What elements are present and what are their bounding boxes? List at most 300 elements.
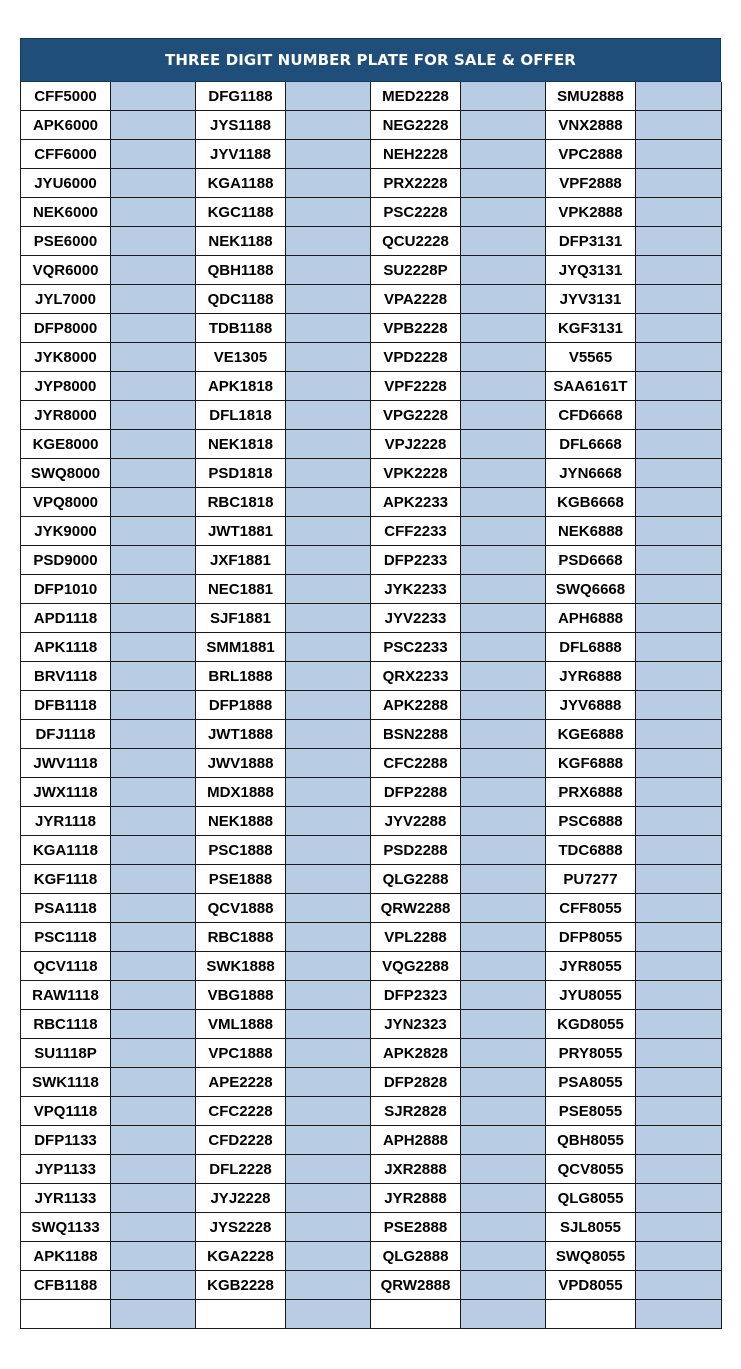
table-row xyxy=(21,285,722,314)
plate-number-cell: VPQ8000 xyxy=(21,488,111,517)
table-row xyxy=(21,1242,722,1271)
offer-price-cell[interactable] xyxy=(286,82,371,111)
plate-number-cell: VPK2888 xyxy=(546,198,636,227)
plate-number-cell: QRX2233 xyxy=(371,662,461,691)
plate-number-cell: DFP2828 xyxy=(371,1068,461,1097)
plate-number-cell: JYK9000 xyxy=(21,517,111,546)
plate-number-cell: SJF1881 xyxy=(196,604,286,633)
offer-price-cell[interactable] xyxy=(461,1242,546,1271)
offer-price-cell[interactable] xyxy=(111,488,196,517)
plate-number-cell: PSE8055 xyxy=(546,1097,636,1126)
plate-number-cell: PSC2233 xyxy=(371,633,461,662)
offer-price-cell[interactable] xyxy=(461,1271,546,1300)
offer-price-cell[interactable] xyxy=(636,1010,722,1039)
offer-price-cell[interactable] xyxy=(461,372,546,401)
offer-price-cell[interactable] xyxy=(461,285,546,314)
offer-price-cell[interactable] xyxy=(286,140,371,169)
plate-number-cell: MED2228 xyxy=(371,82,461,111)
offer-price-cell[interactable] xyxy=(286,720,371,749)
offer-price-cell[interactable] xyxy=(111,1126,196,1155)
offer-price-cell[interactable] xyxy=(286,633,371,662)
offer-price-cell[interactable] xyxy=(286,401,371,430)
offer-price-cell[interactable] xyxy=(461,343,546,372)
offer-price-cell[interactable] xyxy=(461,459,546,488)
offer-price-cell[interactable] xyxy=(461,401,546,430)
plate-number-cell: PRX2228 xyxy=(371,169,461,198)
offer-price-cell[interactable] xyxy=(636,430,722,459)
plate-number-cell: PRY8055 xyxy=(546,1039,636,1068)
sheet-title: THREE DIGIT NUMBER PLATE FOR SALE & OFFER xyxy=(20,38,721,82)
offer-price-cell[interactable] xyxy=(461,227,546,256)
offer-price-cell[interactable] xyxy=(636,285,722,314)
plate-number-cell: JYR6888 xyxy=(546,662,636,691)
plate-number-cell xyxy=(196,1300,286,1329)
plate-number-cell: QBH1188 xyxy=(196,256,286,285)
offer-price-cell[interactable] xyxy=(111,285,196,314)
offer-price-cell[interactable] xyxy=(286,314,371,343)
table-row xyxy=(21,633,722,662)
table-row xyxy=(21,227,722,256)
offer-price-cell[interactable] xyxy=(286,227,371,256)
table-row xyxy=(21,894,722,923)
plate-number-cell: NEG2228 xyxy=(371,111,461,140)
plate-number-cell: SWQ6668 xyxy=(546,575,636,604)
table-row xyxy=(21,952,722,981)
offer-price-cell[interactable] xyxy=(636,343,722,372)
offer-price-cell[interactable] xyxy=(636,227,722,256)
plate-number-cell: PSD9000 xyxy=(21,546,111,575)
plate-number-cell: JWX1118 xyxy=(21,778,111,807)
offer-price-cell[interactable] xyxy=(461,923,546,952)
offer-price-cell[interactable] xyxy=(636,778,722,807)
offer-price-cell[interactable] xyxy=(111,662,196,691)
offer-price-cell[interactable] xyxy=(461,894,546,923)
offer-price-cell[interactable] xyxy=(286,285,371,314)
offer-price-cell[interactable] xyxy=(461,749,546,778)
offer-price-cell[interactable] xyxy=(461,691,546,720)
plate-number-cell: SJR2828 xyxy=(371,1097,461,1126)
offer-price-cell[interactable] xyxy=(286,749,371,778)
plate-number-cell: PU7277 xyxy=(546,865,636,894)
plate-number-cell: CFD6668 xyxy=(546,401,636,430)
plate-number-cell: SWQ1133 xyxy=(21,1213,111,1242)
plate-number-cell: JYV3131 xyxy=(546,285,636,314)
offer-price-cell[interactable] xyxy=(286,343,371,372)
offer-price-cell[interactable] xyxy=(461,1213,546,1242)
offer-price-cell[interactable] xyxy=(111,923,196,952)
plate-number-cell: QDC1188 xyxy=(196,285,286,314)
plate-number-cell: DFP3131 xyxy=(546,227,636,256)
offer-price-cell[interactable] xyxy=(461,140,546,169)
offer-price-cell[interactable] xyxy=(636,169,722,198)
plate-number-cell: VBG1888 xyxy=(196,981,286,1010)
plate-number-cell: JYK2233 xyxy=(371,575,461,604)
offer-price-cell[interactable] xyxy=(461,1155,546,1184)
offer-price-cell[interactable] xyxy=(111,82,196,111)
plate-number-cell: JWV1118 xyxy=(21,749,111,778)
plate-number-cell: JYR8055 xyxy=(546,952,636,981)
offer-price-cell[interactable] xyxy=(636,140,722,169)
offer-price-cell[interactable] xyxy=(461,778,546,807)
offer-price-cell[interactable] xyxy=(286,981,371,1010)
plate-number-cell: JYQ3131 xyxy=(546,256,636,285)
offer-price-cell[interactable] xyxy=(286,952,371,981)
offer-price-cell[interactable] xyxy=(286,1010,371,1039)
offer-price-cell[interactable] xyxy=(636,807,722,836)
offer-price-cell[interactable] xyxy=(111,111,196,140)
plate-number-cell: APK1118 xyxy=(21,633,111,662)
offer-price-cell[interactable] xyxy=(111,169,196,198)
offer-price-cell[interactable] xyxy=(636,82,722,111)
plate-number-cell: BSN2288 xyxy=(371,720,461,749)
offer-price-cell[interactable] xyxy=(636,1126,722,1155)
offer-price-cell[interactable] xyxy=(636,198,722,227)
offer-price-cell[interactable] xyxy=(461,662,546,691)
offer-price-cell[interactable] xyxy=(461,575,546,604)
offer-price-cell[interactable] xyxy=(461,488,546,517)
table-row xyxy=(21,430,722,459)
offer-price-cell[interactable] xyxy=(286,256,371,285)
table-row xyxy=(21,575,722,604)
offer-price-cell[interactable] xyxy=(636,575,722,604)
offer-price-cell[interactable] xyxy=(111,546,196,575)
offer-price-cell[interactable] xyxy=(636,401,722,430)
offer-price-cell[interactable] xyxy=(636,1213,722,1242)
offer-price-cell[interactable] xyxy=(636,662,722,691)
offer-price-cell[interactable] xyxy=(111,952,196,981)
table-row xyxy=(21,401,722,430)
offer-price-cell[interactable] xyxy=(111,749,196,778)
offer-price-cell[interactable] xyxy=(636,894,722,923)
offer-price-cell[interactable] xyxy=(111,836,196,865)
offer-price-cell[interactable] xyxy=(461,517,546,546)
plate-number-cell: KGE6888 xyxy=(546,720,636,749)
offer-price-cell[interactable] xyxy=(111,1097,196,1126)
offer-price-cell[interactable] xyxy=(461,1184,546,1213)
offer-price-cell[interactable] xyxy=(461,314,546,343)
offer-price-cell[interactable] xyxy=(286,923,371,952)
offer-price-cell[interactable] xyxy=(111,807,196,836)
offer-price-cell[interactable] xyxy=(636,1184,722,1213)
offer-price-cell[interactable] xyxy=(286,604,371,633)
offer-price-cell[interactable] xyxy=(636,517,722,546)
offer-price-cell[interactable] xyxy=(636,1242,722,1271)
offer-price-cell[interactable] xyxy=(636,720,722,749)
offer-price-cell[interactable] xyxy=(286,111,371,140)
offer-price-cell[interactable] xyxy=(636,459,722,488)
offer-price-cell[interactable] xyxy=(286,430,371,459)
table-row xyxy=(21,517,722,546)
plate-number-cell: JYJ2228 xyxy=(196,1184,286,1213)
table-row xyxy=(21,256,722,285)
table-row xyxy=(21,1184,722,1213)
plate-number-cell: CFB1188 xyxy=(21,1271,111,1300)
offer-price-cell[interactable] xyxy=(461,720,546,749)
offer-price-cell[interactable] xyxy=(111,372,196,401)
offer-price-cell[interactable] xyxy=(286,546,371,575)
plate-number-cell: VPJ2228 xyxy=(371,430,461,459)
plate-number-cell: SU1118P xyxy=(21,1039,111,1068)
plate-number-cell: V5565 xyxy=(546,343,636,372)
offer-price-cell[interactable] xyxy=(636,836,722,865)
offer-price-cell[interactable] xyxy=(111,981,196,1010)
plate-number-cell xyxy=(546,1300,636,1329)
plate-number-cell: JYS1188 xyxy=(196,111,286,140)
plate-number-cell: SJL8055 xyxy=(546,1213,636,1242)
plate-number-cell: KGF1118 xyxy=(21,865,111,894)
offer-price-cell[interactable] xyxy=(461,865,546,894)
offer-price-cell[interactable] xyxy=(111,1184,196,1213)
plate-number-cell: DFL6668 xyxy=(546,430,636,459)
offer-price-cell[interactable] xyxy=(286,662,371,691)
plate-number-cell: APK2288 xyxy=(371,691,461,720)
offer-price-cell[interactable] xyxy=(111,140,196,169)
offer-price-cell[interactable] xyxy=(286,807,371,836)
offer-price-cell[interactable] xyxy=(636,1271,722,1300)
plate-number-cell: SMM1881 xyxy=(196,633,286,662)
plate-number-cell: DFP1010 xyxy=(21,575,111,604)
plate-number-cell: CFD2228 xyxy=(196,1126,286,1155)
offer-price-cell[interactable] xyxy=(636,865,722,894)
offer-price-cell[interactable] xyxy=(461,169,546,198)
offer-price-cell[interactable] xyxy=(111,575,196,604)
offer-price-cell[interactable] xyxy=(286,894,371,923)
plate-number-cell: VPF2888 xyxy=(546,169,636,198)
offer-price-cell[interactable] xyxy=(286,1242,371,1271)
offer-price-cell[interactable] xyxy=(636,256,722,285)
plate-number-cell: PSC2228 xyxy=(371,198,461,227)
offer-price-cell[interactable] xyxy=(111,198,196,227)
offer-price-cell[interactable] xyxy=(286,1097,371,1126)
table-row xyxy=(21,1010,722,1039)
offer-price-cell[interactable] xyxy=(636,1155,722,1184)
table-row xyxy=(21,1039,722,1068)
offer-price-cell[interactable] xyxy=(286,1213,371,1242)
offer-price-cell[interactable] xyxy=(286,488,371,517)
offer-price-cell[interactable] xyxy=(636,604,722,633)
plate-number-cell: PSC1118 xyxy=(21,923,111,952)
table-row xyxy=(21,865,722,894)
table-row xyxy=(21,198,722,227)
offer-price-cell[interactable] xyxy=(286,575,371,604)
table-row xyxy=(21,111,722,140)
table-row xyxy=(21,140,722,169)
plate-number-cell: KGE8000 xyxy=(21,430,111,459)
offer-price-cell[interactable] xyxy=(636,981,722,1010)
offer-price-cell[interactable] xyxy=(111,894,196,923)
offer-price-cell[interactable] xyxy=(111,778,196,807)
offer-price-cell[interactable] xyxy=(636,633,722,662)
plate-number-cell: JYV1188 xyxy=(196,140,286,169)
table-row xyxy=(21,372,722,401)
plate-number-cell: VPD2228 xyxy=(371,343,461,372)
offer-price-cell[interactable] xyxy=(636,1068,722,1097)
table-row xyxy=(21,1155,722,1184)
offer-price-cell[interactable] xyxy=(111,227,196,256)
offer-price-cell[interactable] xyxy=(636,1300,722,1329)
offer-price-cell[interactable] xyxy=(111,720,196,749)
plate-number-cell: JYK8000 xyxy=(21,343,111,372)
offer-price-cell[interactable] xyxy=(461,836,546,865)
offer-price-cell[interactable] xyxy=(111,314,196,343)
plate-number-cell: NEK6000 xyxy=(21,198,111,227)
offer-price-cell[interactable] xyxy=(111,1271,196,1300)
offer-price-cell[interactable] xyxy=(111,1213,196,1242)
table-row xyxy=(21,1126,722,1155)
plate-number-cell: JYV6888 xyxy=(546,691,636,720)
offer-price-cell[interactable] xyxy=(461,198,546,227)
offer-price-cell[interactable] xyxy=(461,1068,546,1097)
offer-price-cell[interactable] xyxy=(286,1184,371,1213)
offer-price-cell[interactable] xyxy=(111,1155,196,1184)
offer-price-cell[interactable] xyxy=(286,198,371,227)
offer-price-cell[interactable] xyxy=(286,517,371,546)
table-row xyxy=(21,82,722,111)
plate-number-cell: KGA2228 xyxy=(196,1242,286,1271)
plate-number-cell: VPD8055 xyxy=(546,1271,636,1300)
plate-number-cell: DFB1118 xyxy=(21,691,111,720)
plate-number-cell: SWK1118 xyxy=(21,1068,111,1097)
offer-price-cell[interactable] xyxy=(636,952,722,981)
offer-price-cell[interactable] xyxy=(636,372,722,401)
offer-price-cell[interactable] xyxy=(286,836,371,865)
offer-price-cell[interactable] xyxy=(461,1039,546,1068)
plate-number-cell: VPC2888 xyxy=(546,140,636,169)
offer-price-cell[interactable] xyxy=(111,517,196,546)
offer-price-cell[interactable] xyxy=(111,1300,196,1329)
offer-price-cell[interactable] xyxy=(286,1300,371,1329)
offer-price-cell[interactable] xyxy=(111,459,196,488)
offer-price-cell[interactable] xyxy=(461,546,546,575)
plate-number-cell: VE1305 xyxy=(196,343,286,372)
plate-number-cell: QCV1118 xyxy=(21,952,111,981)
offer-price-cell[interactable] xyxy=(461,430,546,459)
plate-number-cell: MDX1888 xyxy=(196,778,286,807)
offer-price-cell[interactable] xyxy=(461,256,546,285)
plate-number-cell: TDB1188 xyxy=(196,314,286,343)
offer-price-cell[interactable] xyxy=(461,604,546,633)
plate-number-cell: KGB6668 xyxy=(546,488,636,517)
offer-price-cell[interactable] xyxy=(111,633,196,662)
plate-number-cell: APK1818 xyxy=(196,372,286,401)
offer-price-cell[interactable] xyxy=(286,372,371,401)
plate-number-cell: CFF8055 xyxy=(546,894,636,923)
plate-number-cell: CFC2288 xyxy=(371,749,461,778)
plate-number-cell: APK2233 xyxy=(371,488,461,517)
plate-number-cell: KGC1188 xyxy=(196,198,286,227)
table-row xyxy=(21,488,722,517)
plate-number-cell: JYU8055 xyxy=(546,981,636,1010)
offer-price-cell[interactable] xyxy=(461,1300,546,1329)
plate-number-cell: BRV1118 xyxy=(21,662,111,691)
plate-number-cell: VPK2228 xyxy=(371,459,461,488)
offer-price-cell[interactable] xyxy=(286,691,371,720)
offer-price-cell[interactable] xyxy=(111,1010,196,1039)
offer-price-cell[interactable] xyxy=(111,1068,196,1097)
offer-price-cell[interactable] xyxy=(111,343,196,372)
offer-price-cell[interactable] xyxy=(636,546,722,575)
plate-number-cell: VPC1888 xyxy=(196,1039,286,1068)
offer-price-cell[interactable] xyxy=(286,1126,371,1155)
plate-number-cell: VPL2288 xyxy=(371,923,461,952)
table-row xyxy=(21,807,722,836)
offer-price-cell[interactable] xyxy=(286,1039,371,1068)
offer-price-cell[interactable] xyxy=(286,1155,371,1184)
offer-price-cell[interactable] xyxy=(636,1039,722,1068)
table-row xyxy=(21,1213,722,1242)
plate-number-cell: PSE1888 xyxy=(196,865,286,894)
offer-price-cell[interactable] xyxy=(461,633,546,662)
offer-price-cell[interactable] xyxy=(111,401,196,430)
plate-number-cell: KGF6888 xyxy=(546,749,636,778)
plate-number-cell: APK2828 xyxy=(371,1039,461,1068)
table-row xyxy=(21,459,722,488)
offer-price-cell[interactable] xyxy=(461,952,546,981)
offer-price-cell[interactable] xyxy=(636,1097,722,1126)
table-row xyxy=(21,778,722,807)
offer-price-cell[interactable] xyxy=(286,865,371,894)
plate-number-cell: QCV1888 xyxy=(196,894,286,923)
plate-number-cell: NEK1888 xyxy=(196,807,286,836)
plate-number-cell: VPF2228 xyxy=(371,372,461,401)
plate-number-cell: KGA1188 xyxy=(196,169,286,198)
plate-number-cell: DFP2288 xyxy=(371,778,461,807)
plate-number-cell: SWQ8055 xyxy=(546,1242,636,1271)
plate-number-cell: JYS2228 xyxy=(196,1213,286,1242)
offer-price-cell[interactable] xyxy=(111,1039,196,1068)
offer-price-cell[interactable] xyxy=(636,488,722,517)
offer-price-cell[interactable] xyxy=(461,1126,546,1155)
offer-price-cell[interactable] xyxy=(461,82,546,111)
plate-number-cell: JYR1118 xyxy=(21,807,111,836)
offer-price-cell[interactable] xyxy=(636,749,722,778)
offer-price-cell[interactable] xyxy=(461,1010,546,1039)
plate-number-cell: DFP1888 xyxy=(196,691,286,720)
plate-number-cell: JYN2323 xyxy=(371,1010,461,1039)
table-row xyxy=(21,1068,722,1097)
plate-number-cell: NEK1188 xyxy=(196,227,286,256)
offer-price-cell[interactable] xyxy=(286,169,371,198)
offer-price-cell[interactable] xyxy=(111,430,196,459)
offer-price-cell[interactable] xyxy=(286,459,371,488)
offer-price-cell[interactable] xyxy=(461,111,546,140)
table-row xyxy=(21,1300,722,1329)
plate-number-cell: SU2228P xyxy=(371,256,461,285)
plate-number-cell: PRX6888 xyxy=(546,778,636,807)
offer-price-cell[interactable] xyxy=(286,1271,371,1300)
table-row xyxy=(21,662,722,691)
plate-table-body xyxy=(21,82,722,1329)
plate-number-cell: KGD8055 xyxy=(546,1010,636,1039)
plate-number-cell: JWT1888 xyxy=(196,720,286,749)
offer-price-cell[interactable] xyxy=(636,314,722,343)
offer-price-cell[interactable] xyxy=(111,1242,196,1271)
offer-price-cell[interactable] xyxy=(461,807,546,836)
offer-price-cell[interactable] xyxy=(636,923,722,952)
offer-price-cell[interactable] xyxy=(286,778,371,807)
plate-number-cell: VQR6000 xyxy=(21,256,111,285)
offer-price-cell[interactable] xyxy=(636,111,722,140)
offer-price-cell[interactable] xyxy=(111,604,196,633)
offer-price-cell[interactable] xyxy=(111,691,196,720)
offer-price-cell[interactable] xyxy=(286,1068,371,1097)
offer-price-cell[interactable] xyxy=(111,865,196,894)
offer-price-cell[interactable] xyxy=(636,691,722,720)
offer-price-cell[interactable] xyxy=(461,981,546,1010)
offer-price-cell[interactable] xyxy=(111,256,196,285)
offer-price-cell[interactable] xyxy=(461,1097,546,1126)
plate-number-cell: APK1188 xyxy=(21,1242,111,1271)
